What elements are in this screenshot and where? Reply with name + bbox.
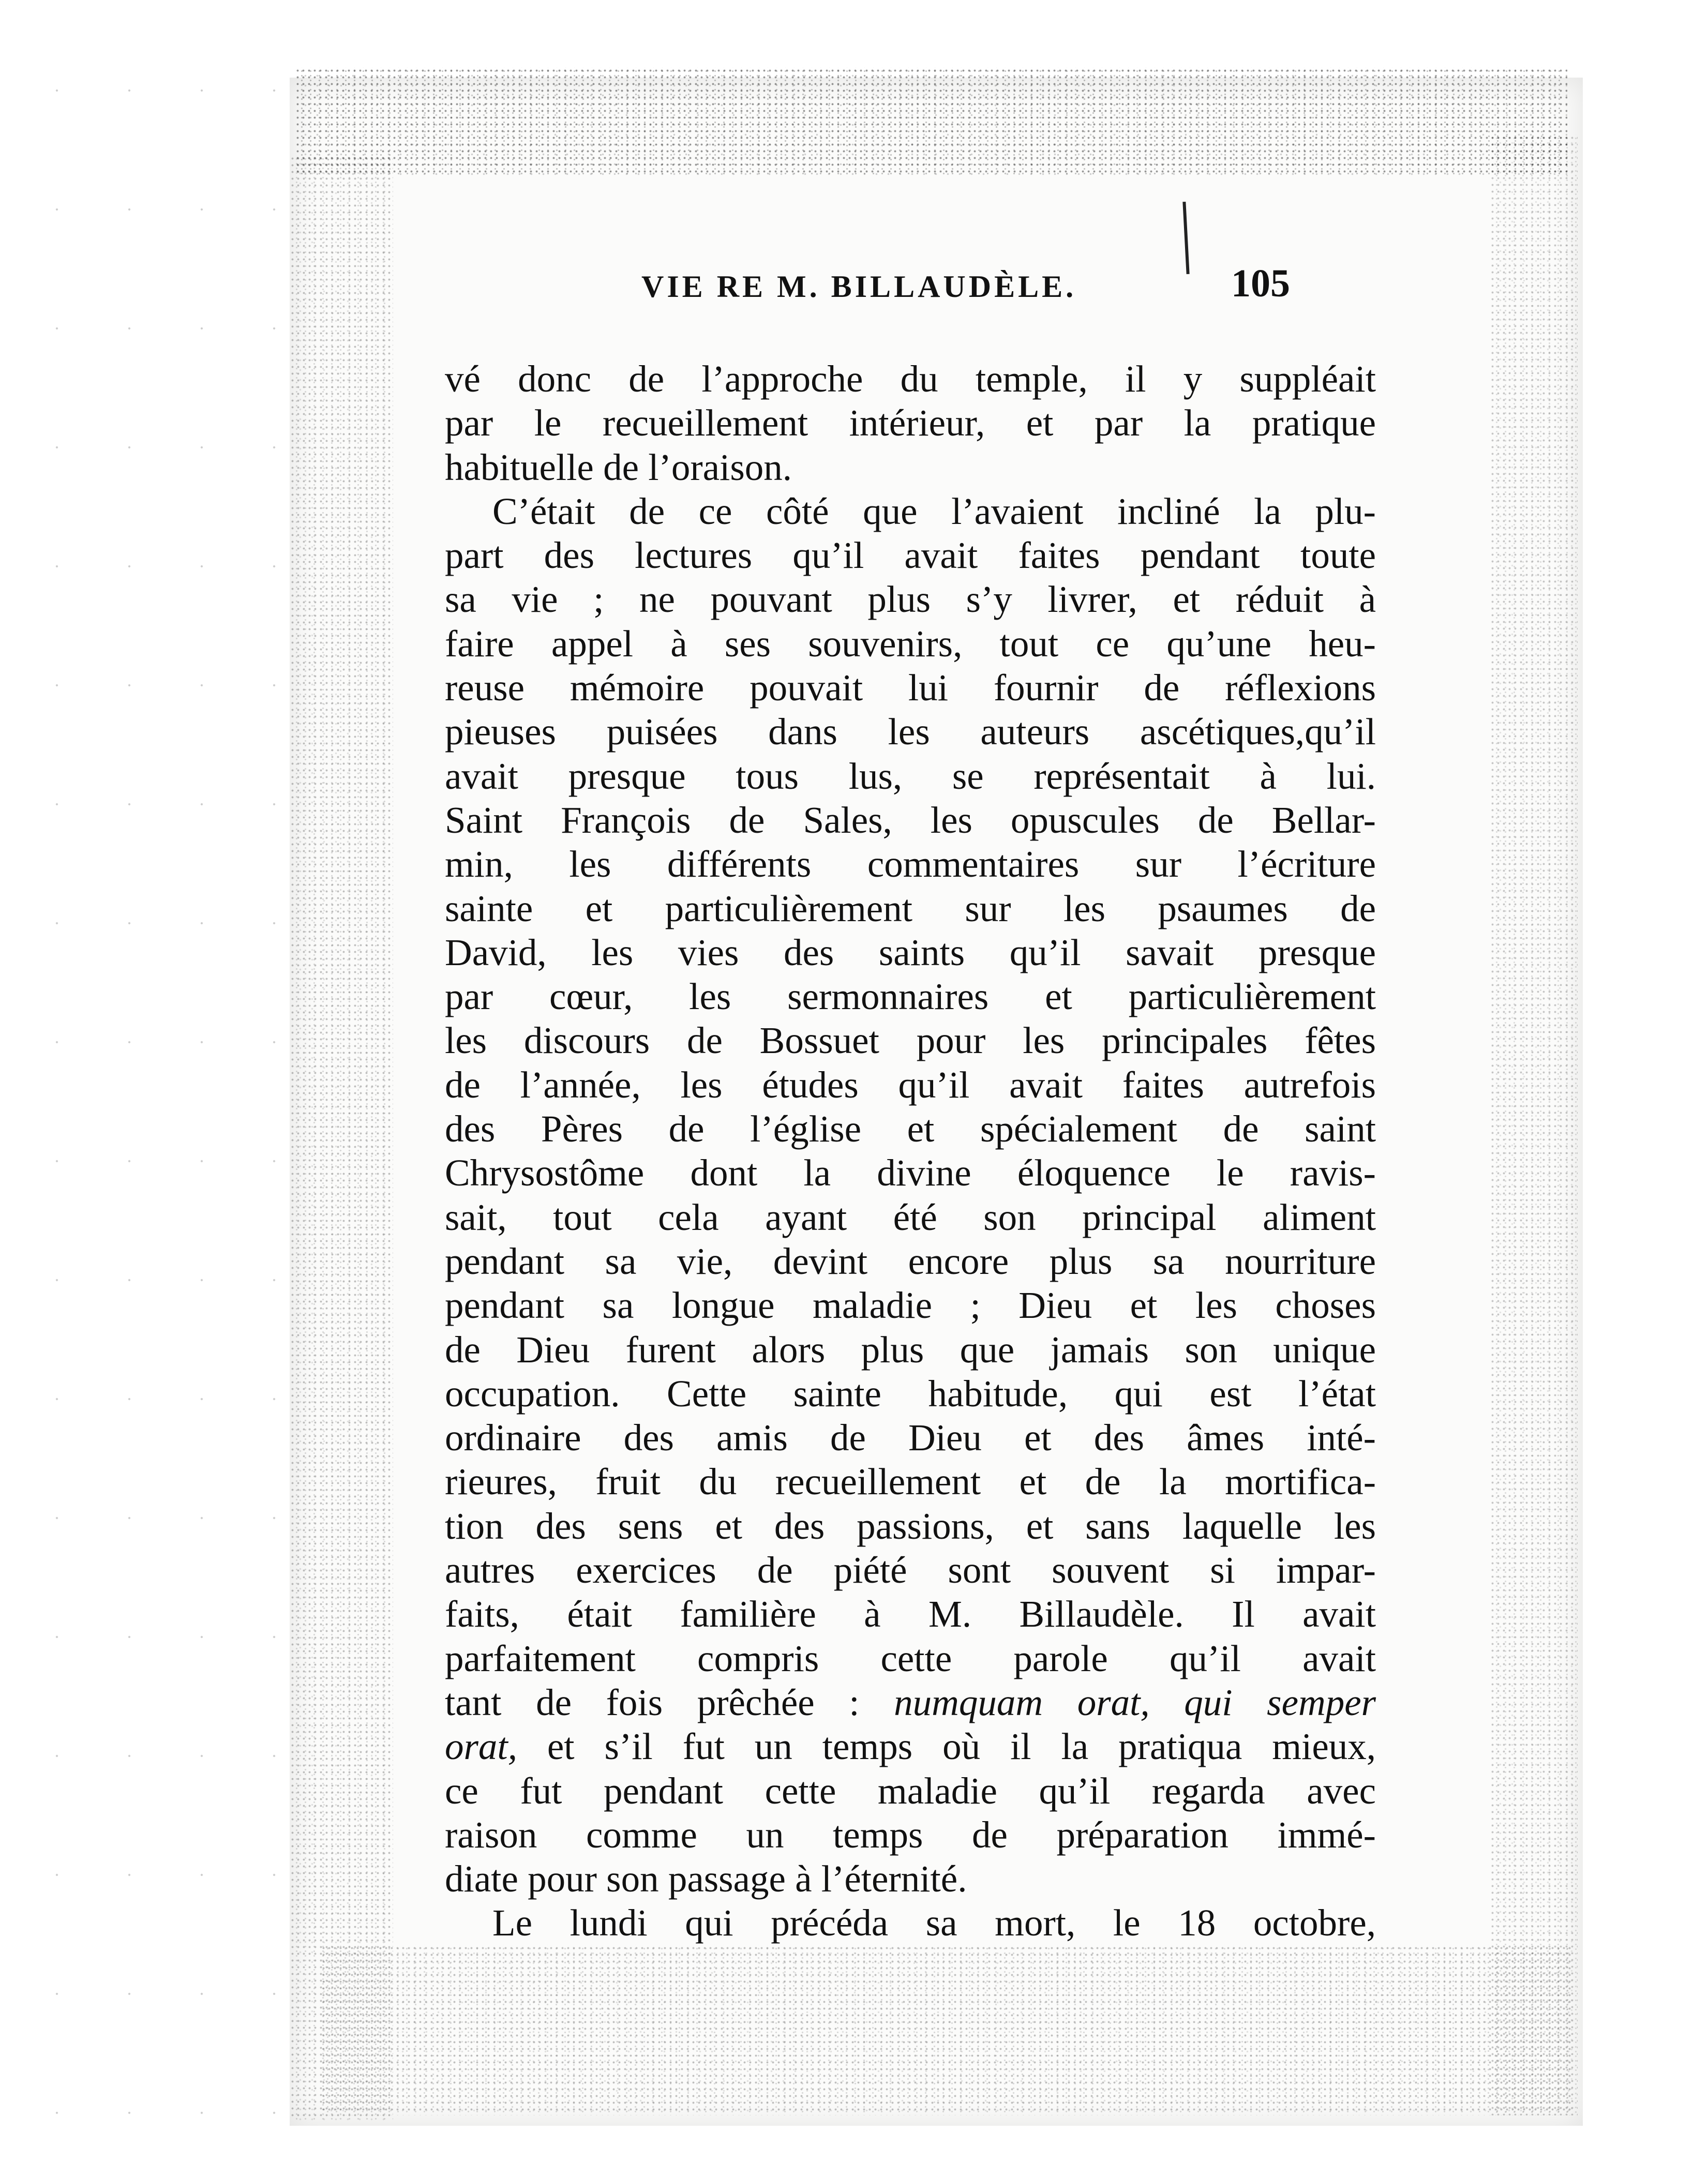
text-line: faire appel à ses souvenirs, tout ce qu’une heu- bbox=[445, 622, 1376, 665]
text-line: des Pères de l’église et spécialement de saint bbox=[445, 1108, 1376, 1150]
text-line: sainte et particulièrement sur les psaumes de bbox=[445, 887, 1376, 929]
text-line: autres exercices de piété sont souvent si impar- bbox=[445, 1549, 1376, 1591]
text-line: par cœur, les sermonnaires et particulièrement bbox=[445, 975, 1376, 1018]
page-number: 105 bbox=[1231, 262, 1290, 305]
text-line: faits, était familière à M. Billaudèle. Il avait bbox=[445, 1593, 1376, 1635]
text-line: pendant sa vie, devint encore plus sa nourriture bbox=[445, 1240, 1376, 1282]
text-line: reuse mémoire pouvait lui fournir de réflexions bbox=[445, 667, 1376, 709]
text-line: Saint François de Sales, les opuscules de Bellar- bbox=[445, 799, 1376, 841]
text-line: part des lectures qu’il avait faites pendant toute bbox=[445, 534, 1376, 577]
text-line: par le recueillement intérieur, et par la pratique bbox=[445, 402, 1376, 444]
text-line: rieures, fruit du recueillement et de la mortifica- bbox=[445, 1461, 1376, 1503]
body-text bbox=[445, 357, 1376, 1945]
scan-edge-top bbox=[295, 67, 1567, 176]
text-line: habituelle de l’oraison. bbox=[445, 446, 792, 488]
text-line: avait presque tous lus, se représentait à lui. bbox=[445, 755, 1376, 797]
text-line: parfaitement compris cette parole qu’il avait bbox=[445, 1637, 1376, 1679]
scan-edge-bottom bbox=[321, 1945, 1572, 2115]
text-line: min, les différents commentaires sur l’écriture bbox=[445, 843, 1376, 885]
text-line: Chrysostôme dont la divine éloquence le ravis- bbox=[445, 1152, 1376, 1194]
text-line: vé donc de l’approche du temple, il y suppléait bbox=[445, 358, 1376, 400]
text-line: diate pour son passage à l’éternité. bbox=[445, 1858, 967, 1900]
text-line: Le lundi qui précéda sa mort, le 18 octobre, bbox=[492, 1902, 1376, 1944]
text-line: sait, tout cela ayant été son principal aliment bbox=[445, 1196, 1376, 1238]
text-line: raison comme un temps de préparation immé- bbox=[445, 1813, 1376, 1856]
text-line: tion des sens et des passions, et sans laquelle les bbox=[445, 1505, 1376, 1547]
text-line: orat, et s’il fut un temps où il la pratiqua mieux, bbox=[445, 1725, 1376, 1768]
text-line: tant de fois prêchée : numquam orat, qui semper bbox=[445, 1681, 1376, 1723]
text-line: ce fut pendant cette maladie qu’il regarda avec bbox=[445, 1769, 1376, 1812]
scan-edge-right bbox=[1490, 134, 1578, 2115]
text-line: sa vie ; ne pouvant plus s’y livrer, et réduit à bbox=[445, 578, 1376, 621]
latin-quote: orat, bbox=[445, 1725, 517, 1768]
text-line: occupation. Cette sainte habitude, qui est l’état bbox=[445, 1372, 1376, 1415]
scan-margin-noise bbox=[0, 0, 290, 2178]
text-line: les discours de Bossuet pour les principales fêtes bbox=[445, 1019, 1376, 1062]
text-line: pendant sa longue maladie ; Dieu et les choses bbox=[445, 1284, 1376, 1327]
text-line: David, les vies des saints qu’il savait presque bbox=[445, 931, 1376, 973]
text-line: C’était de ce côté que l’avaient incliné la plu- bbox=[492, 490, 1376, 532]
text-line: pieuses puisées dans les auteurs ascétiques,qu’il bbox=[445, 711, 1376, 753]
text-line: de Dieu furent alors plus que jamais son unique bbox=[445, 1328, 1376, 1371]
latin-quote: numquam orat, qui semper bbox=[894, 1681, 1376, 1723]
running-title: VIE RE M. BILLAUDÈLE. bbox=[641, 269, 1077, 304]
scan-edge-left bbox=[290, 155, 393, 2121]
text-line: de l’année, les études qu’il avait faites autrefois bbox=[445, 1063, 1376, 1106]
text-line: ordinaire des amis de Dieu et des âmes inté- bbox=[445, 1417, 1376, 1459]
